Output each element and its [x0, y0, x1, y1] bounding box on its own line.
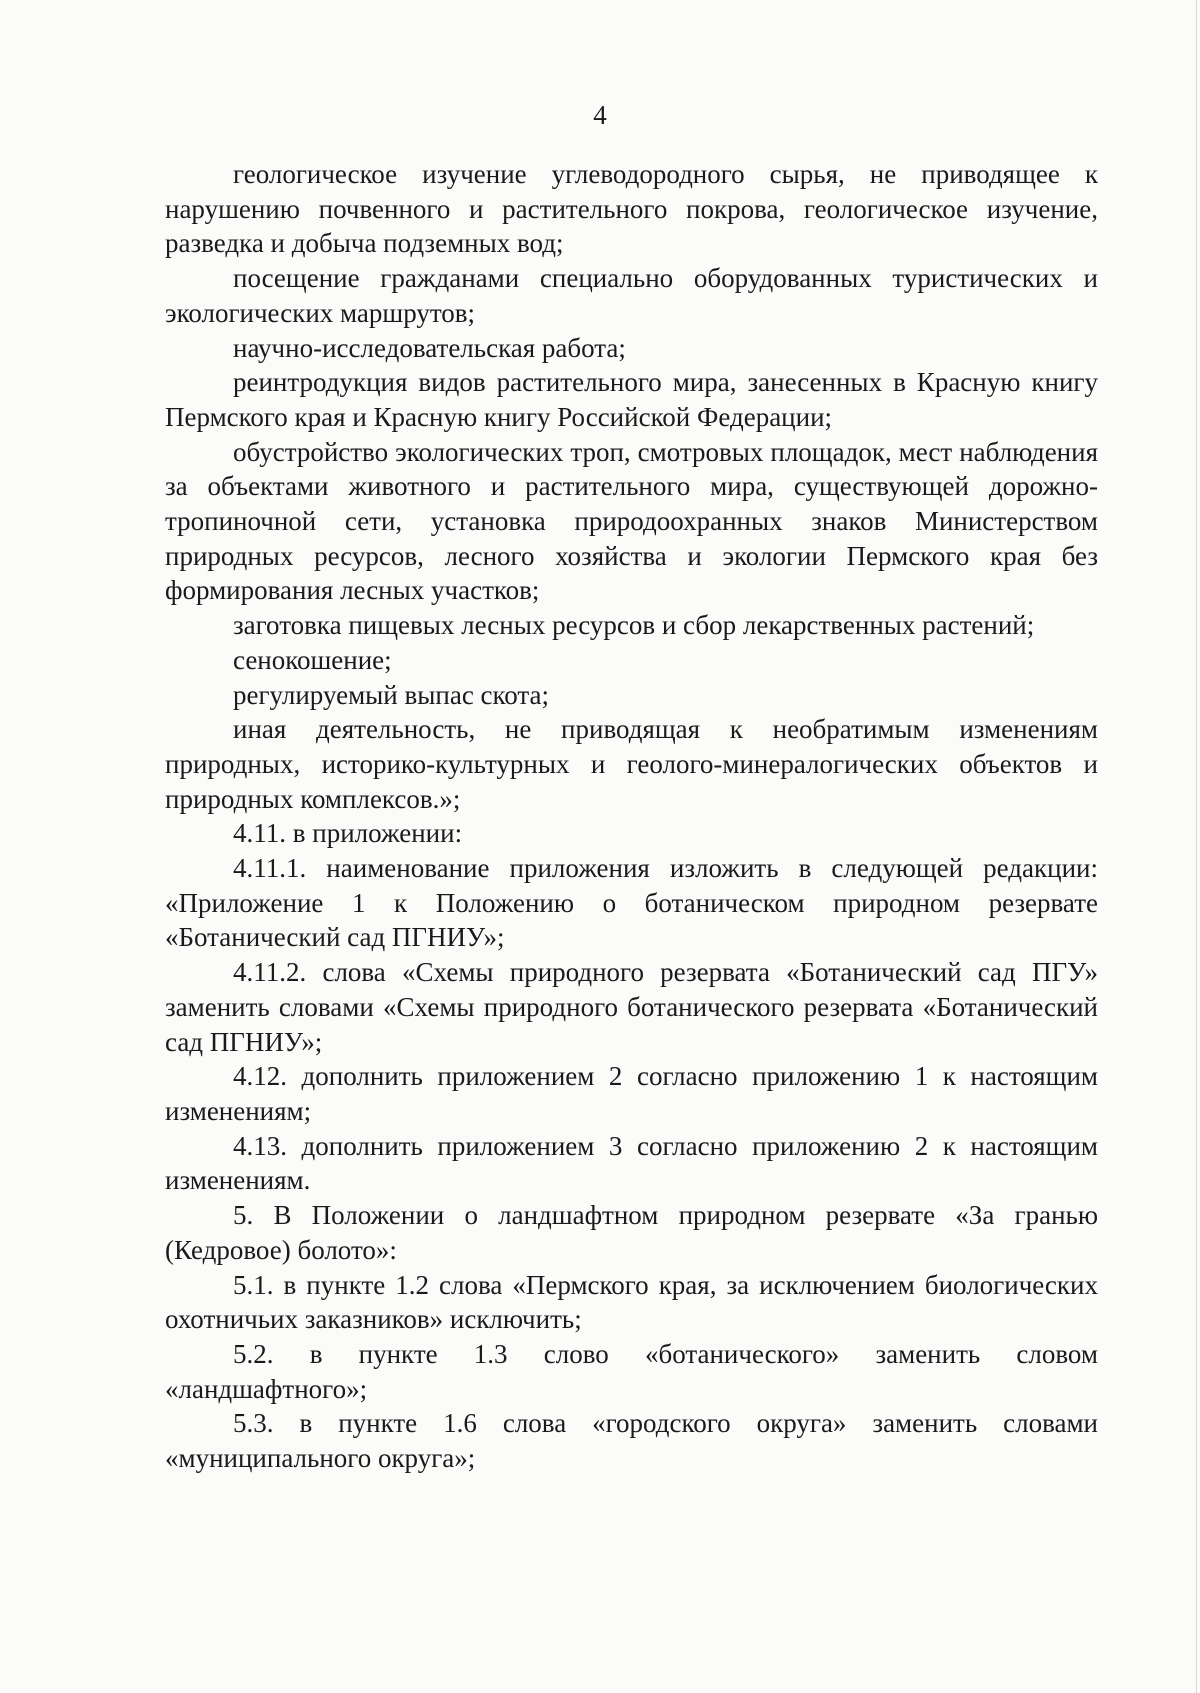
paragraph: заготовка пищевых лесных ресурсов и сбор лекарственных растений;	[233, 610, 1035, 641]
paragraph: 5.1. в пункте 1.2 слова «Пермского края, за исключением биологических охотничьих заказников» исключить;	[165, 1269, 1098, 1335]
paragraph: обустройство экологических троп, смотровых площадок, мест наблюдения за объектами животного и растительного мира, существующей дорожно-тропиночной сети, установка природоохранных знаков Министерством природных ресурсов, лесного хозяйства и экологии Пермского края без формирования лесных участков;	[165, 436, 1098, 606]
scan-edge-line	[1196, 0, 1197, 1693]
paragraph: геологическое изучение углеводородного сырья, не приводящее к нарушению почвенного и растительного покрова, геологическое изучение, разведка и добыча подземных вод;	[165, 159, 1098, 259]
paragraph: 4.11.2. слова «Схемы природного резервата «Ботанический сад ПГУ» заменить словами «Схемы природного ботанического резервата «Ботанический сад ПГНИУ»;	[165, 957, 1098, 1057]
paragraph: 5.2. в пункте 1.3 слово «ботанического» заменить словом «ландшафтного»;	[165, 1338, 1098, 1404]
paragraph: регулируемый выпас скота;	[233, 679, 550, 710]
paragraph: сенокошение;	[233, 644, 392, 675]
paragraph: реинтродукция видов растительного мира, занесенных в Красную книгу Пермского края и Красную книгу Российской Федерации;	[165, 367, 1098, 432]
paragraph: 5. В Положении о ландшафтном природном резервате «За гранью (Кедровое) болото»:	[165, 1200, 1098, 1265]
paragraph: научно-исследовательская работа;	[233, 332, 626, 363]
paragraph: посещение гражданами специально оборудованных туристических и экологических маршрутов;	[165, 263, 1098, 328]
paragraph: 4.11.1. наименование приложения изложить в следующей редакции: «Приложение 1 к Положению о ботаническом природном резервате «Ботанический сад ПГНИУ»;	[165, 853, 1098, 953]
page-number: 4	[593, 100, 607, 130]
paragraph: 5.3. в пункте 1.6 слова «городского округа» заменить словами «муниципального округа»;	[165, 1408, 1098, 1474]
paragraph: иная деятельность, не приводящая к необратимым изменениям природных, историко-культурных и геолого-минералогических объектов и природных комплексов.»;	[165, 714, 1098, 814]
paragraph: 4.11. в приложении:	[233, 818, 463, 849]
paragraph: 4.13. дополнить приложением 3 согласно приложению 2 к настоящим изменениям.	[165, 1130, 1098, 1196]
paragraph: 4.12. дополнить приложением 2 согласно приложению 1 к настоящим изменениям;	[165, 1061, 1098, 1126]
document-body	[165, 157, 1098, 1476]
